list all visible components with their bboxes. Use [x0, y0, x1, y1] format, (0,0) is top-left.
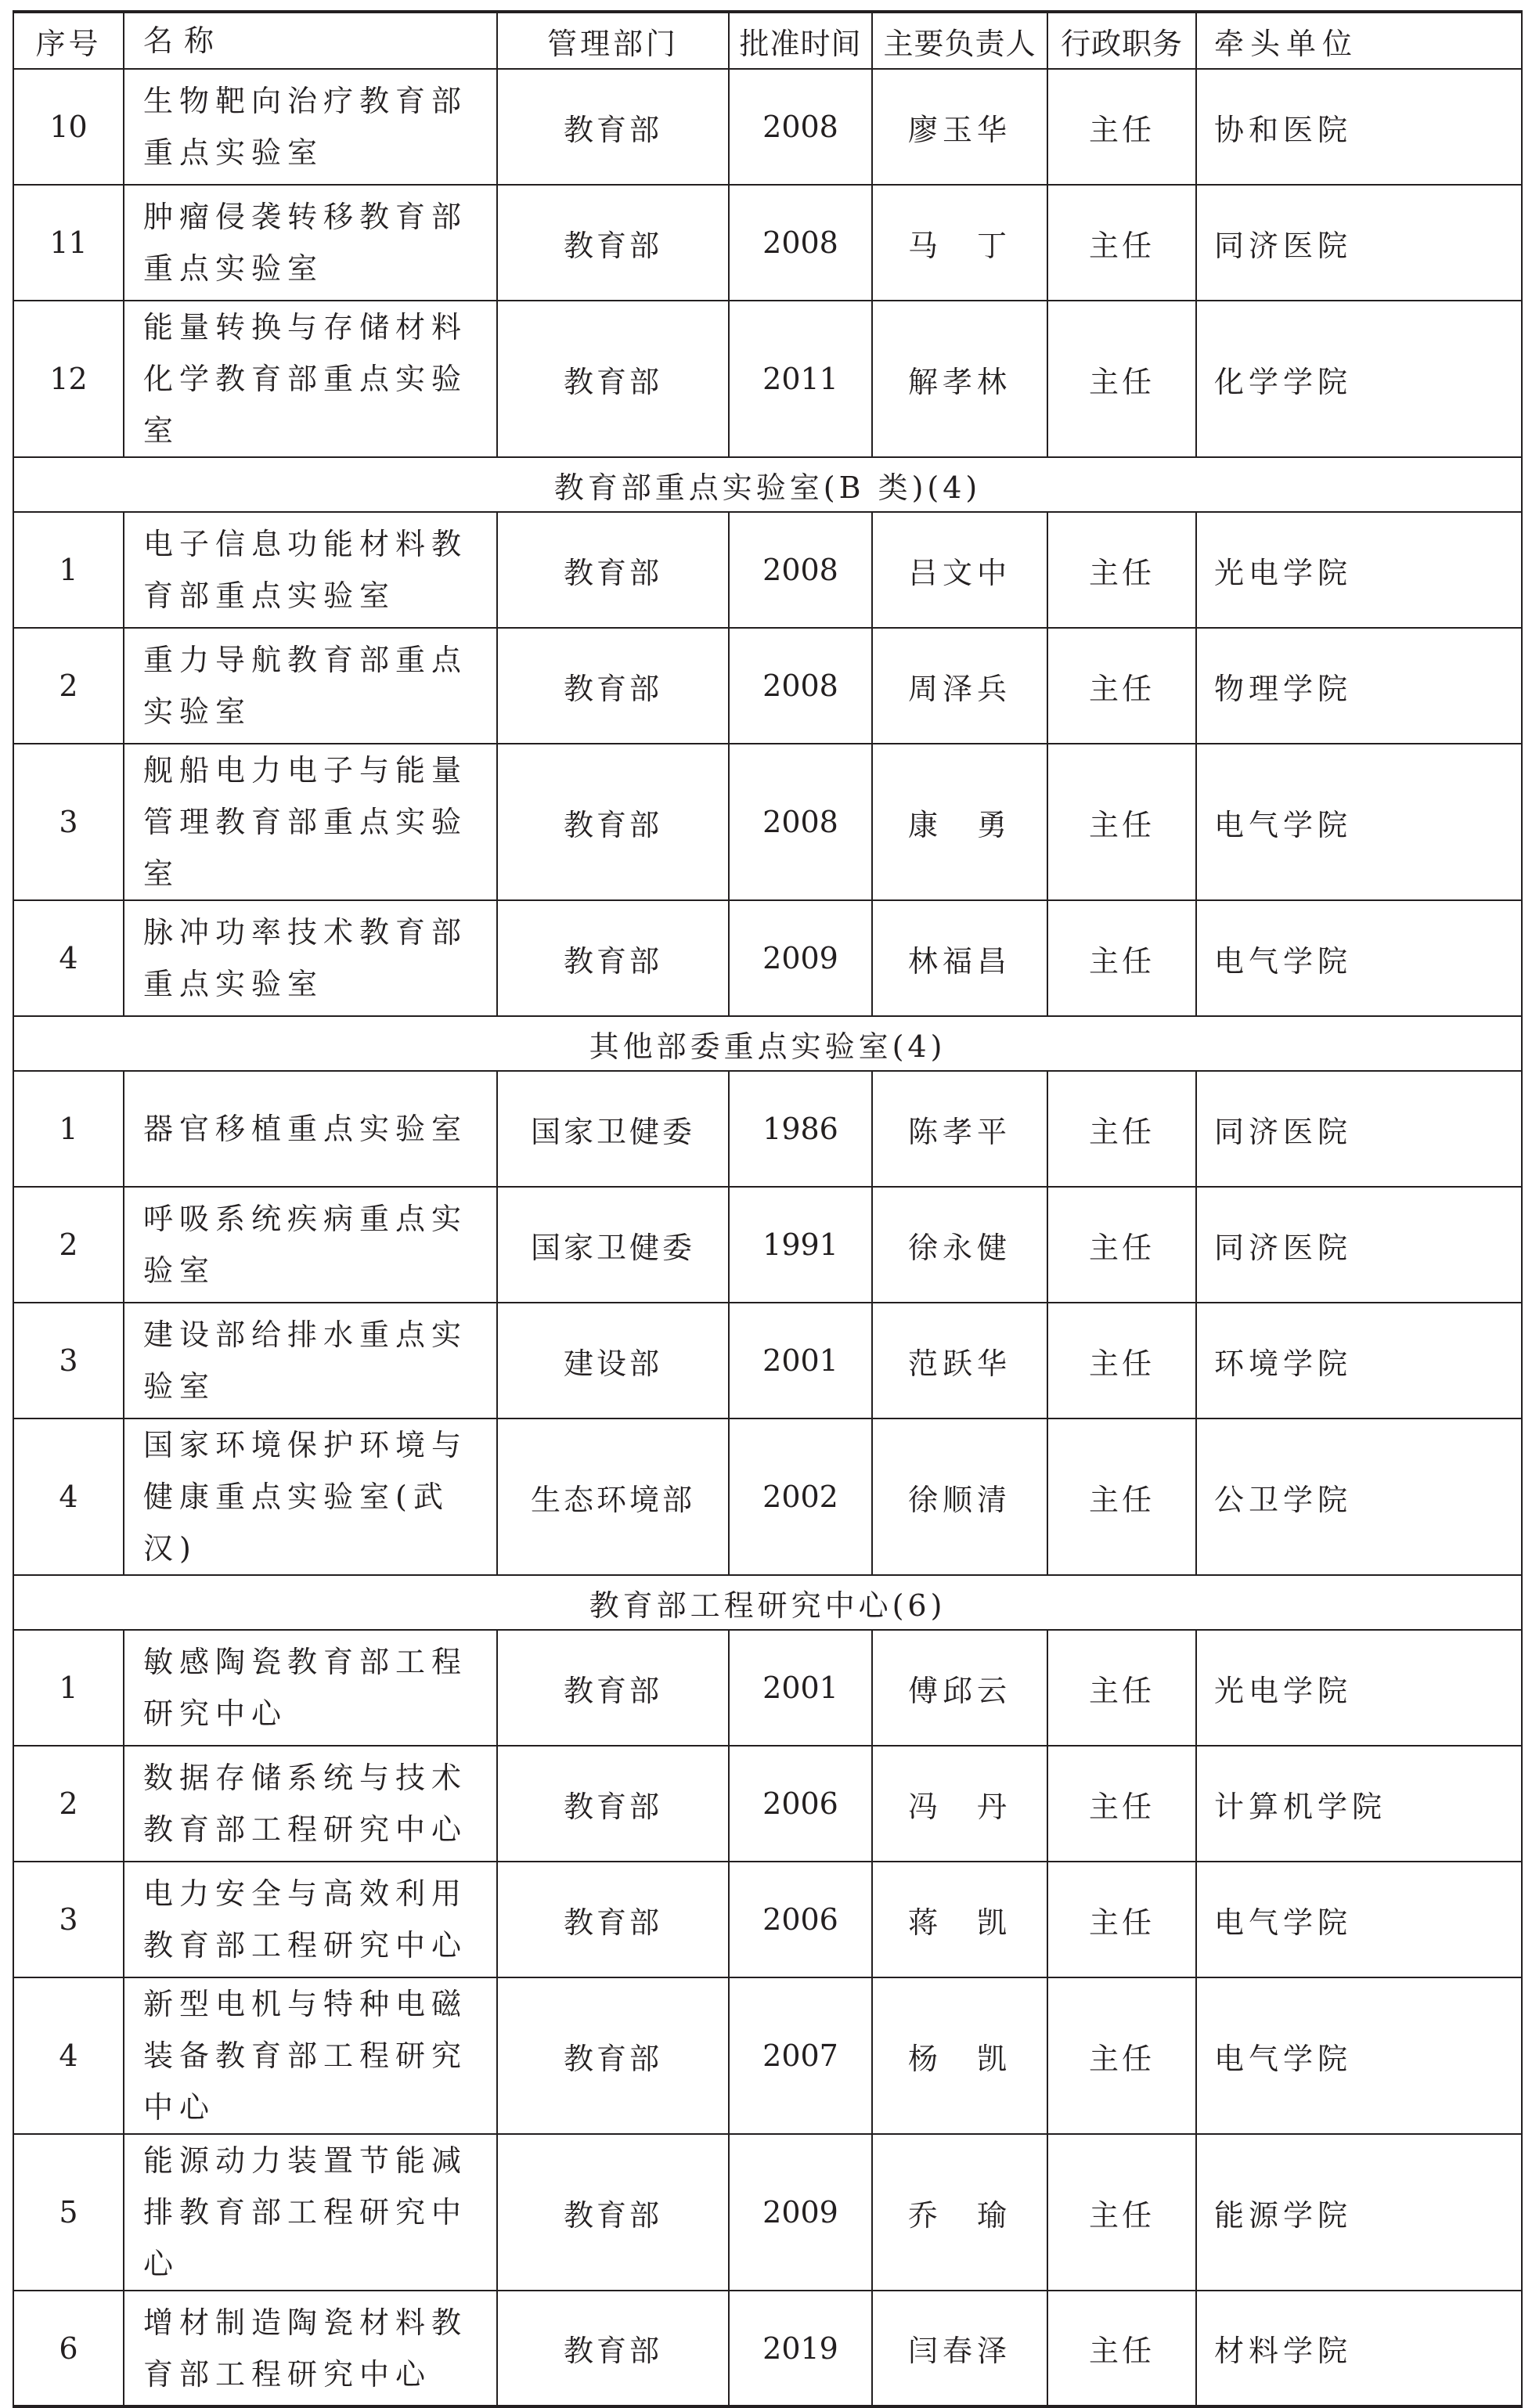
cell-person: 吕文中 [872, 512, 1047, 628]
cell-person: 蒋 凯 [872, 1862, 1047, 1977]
labs-table [13, 10, 1523, 2408]
section-title: 教育部工程研究中心(6) [13, 1575, 1522, 1630]
table-row [13, 628, 1522, 744]
cell-dept: 教育部 [497, 1862, 729, 1977]
cell-person: 徐永健 [872, 1187, 1047, 1303]
cell-no: 2 [13, 628, 124, 744]
cell-person: 杨 凯 [872, 1977, 1047, 2134]
cell-position: 主任 [1047, 1187, 1196, 1303]
cell-unit: 能源学院 [1196, 2134, 1522, 2291]
cell-name: 能量转换与存储材料化学教育部重点实验室 [124, 301, 497, 457]
cell-dept: 教育部 [497, 2291, 729, 2406]
header-person: 主要负责人 [872, 12, 1047, 69]
cell-dept: 教育部 [497, 2134, 729, 2291]
cell-name: 国家环境保护环境与健康重点实验室(武汉) [124, 1418, 497, 1575]
cell-year: 1986 [729, 1071, 872, 1187]
cell-name: 电力安全与高效利用教育部工程研究中心 [124, 1862, 497, 1977]
cell-position: 主任 [1047, 512, 1196, 628]
cell-person: 傅邱云 [872, 1630, 1047, 1746]
cell-dept: 教育部 [497, 185, 729, 301]
cell-person: 闫春泽 [872, 2291, 1047, 2406]
cell-name: 肿瘤侵袭转移教育部重点实验室 [124, 185, 497, 301]
cell-person: 廖玉华 [872, 69, 1047, 185]
cell-dept: 教育部 [497, 1746, 729, 1862]
cell-position: 主任 [1047, 1303, 1196, 1418]
cell-no: 4 [13, 1977, 124, 2134]
cell-position: 主任 [1047, 2134, 1196, 2291]
cell-dept: 国家卫健委 [497, 1187, 729, 1303]
cell-person: 陈孝平 [872, 1071, 1047, 1187]
cell-name: 增材制造陶瓷材料教育部工程研究中心 [124, 2291, 497, 2406]
cell-unit: 同济医院 [1196, 1187, 1522, 1303]
table-row [13, 2291, 1522, 2406]
table-row [13, 2134, 1522, 2291]
cell-no: 3 [13, 1303, 124, 1418]
table-row [13, 1862, 1522, 1977]
cell-position: 主任 [1047, 1746, 1196, 1862]
cell-no: 2 [13, 1746, 124, 1862]
cell-person: 徐顺清 [872, 1418, 1047, 1575]
cell-position: 主任 [1047, 1630, 1196, 1746]
cell-no: 1 [13, 512, 124, 628]
header-unit: 牵头单位 [1196, 12, 1522, 69]
cell-position: 主任 [1047, 1071, 1196, 1187]
cell-dept: 国家卫健委 [497, 1071, 729, 1187]
cell-name: 建设部给排水重点实验室 [124, 1303, 497, 1418]
section-header-row [13, 1575, 1522, 1630]
cell-year: 2002 [729, 1418, 872, 1575]
header-year: 批准时间 [729, 12, 872, 69]
header-row [13, 12, 1522, 69]
cell-no: 4 [13, 900, 124, 1016]
table-row [13, 185, 1522, 301]
cell-name: 能源动力装置节能减排教育部工程研究中心 [124, 2134, 497, 2291]
cell-position: 主任 [1047, 900, 1196, 1016]
cell-year: 2008 [729, 628, 872, 744]
cell-dept: 教育部 [497, 744, 729, 900]
cell-dept: 教育部 [497, 628, 729, 744]
cell-year: 2008 [729, 69, 872, 185]
cell-unit: 计算机学院 [1196, 1746, 1522, 1862]
cell-unit: 公卫学院 [1196, 1418, 1522, 1575]
section-title: 教育部重点实验室(B 类)(4) [13, 457, 1522, 512]
cell-year: 2008 [729, 185, 872, 301]
cell-no: 5 [13, 2134, 124, 2291]
cell-year: 2009 [729, 2134, 872, 2291]
cell-position: 主任 [1047, 1418, 1196, 1575]
cell-name: 器官移植重点实验室 [124, 1071, 497, 1187]
cell-unit: 同济医院 [1196, 1071, 1522, 1187]
cell-dept: 教育部 [497, 1630, 729, 1746]
cell-unit: 电气学院 [1196, 744, 1522, 900]
cell-dept: 建设部 [497, 1303, 729, 1418]
section-title: 其他部委重点实验室(4) [13, 1016, 1522, 1071]
cell-year: 1991 [729, 1187, 872, 1303]
header-dept: 管理部门 [497, 12, 729, 69]
cell-dept: 教育部 [497, 301, 729, 457]
cell-name: 敏感陶瓷教育部工程研究中心 [124, 1630, 497, 1746]
table-row [13, 1071, 1522, 1187]
cell-name: 重力导航教育部重点实验室 [124, 628, 497, 744]
table-row [13, 69, 1522, 185]
cell-person: 范跃华 [872, 1303, 1047, 1418]
cell-year: 2009 [729, 900, 872, 1016]
cell-no: 3 [13, 1862, 124, 1977]
cell-no: 6 [13, 2291, 124, 2406]
cell-no: 12 [13, 301, 124, 457]
cell-position: 主任 [1047, 185, 1196, 301]
cell-position: 主任 [1047, 69, 1196, 185]
cell-name: 舰船电力电子与能量管理教育部重点实验室 [124, 744, 497, 900]
cell-name: 生物靶向治疗教育部重点实验室 [124, 69, 497, 185]
cell-unit: 同济医院 [1196, 185, 1522, 301]
cell-no: 11 [13, 185, 124, 301]
table-row [13, 1303, 1522, 1418]
cell-dept: 教育部 [497, 1977, 729, 2134]
table-row [13, 1977, 1522, 2134]
cell-name: 脉冲功率技术教育部重点实验室 [124, 900, 497, 1016]
cell-position: 主任 [1047, 1977, 1196, 2134]
cell-position: 主任 [1047, 628, 1196, 744]
cell-year: 2006 [729, 1862, 872, 1977]
cell-year: 2001 [729, 1630, 872, 1746]
cell-dept: 教育部 [497, 512, 729, 628]
cell-person: 林福昌 [872, 900, 1047, 1016]
cell-no: 1 [13, 1071, 124, 1187]
table-row [13, 512, 1522, 628]
cell-year: 2006 [729, 1746, 872, 1862]
cell-position: 主任 [1047, 301, 1196, 457]
cell-dept: 教育部 [497, 69, 729, 185]
cell-unit: 光电学院 [1196, 1630, 1522, 1746]
cell-dept: 生态环境部 [497, 1418, 729, 1575]
cell-person: 周泽兵 [872, 628, 1047, 744]
table-row [13, 1630, 1522, 1746]
cell-unit: 协和医院 [1196, 69, 1522, 185]
cell-unit: 化学学院 [1196, 301, 1522, 457]
cell-name: 电子信息功能材料教育部重点实验室 [124, 512, 497, 628]
cell-person: 康 勇 [872, 744, 1047, 900]
header-position: 行政职务 [1047, 12, 1196, 69]
table-row [13, 1746, 1522, 1862]
cell-person: 解孝林 [872, 301, 1047, 457]
cell-year: 2019 [729, 2291, 872, 2406]
cell-position: 主任 [1047, 1862, 1196, 1977]
cell-position: 主任 [1047, 744, 1196, 900]
table-row [13, 744, 1522, 900]
cell-name: 数据存储系统与技术教育部工程研究中心 [124, 1746, 497, 1862]
table-row [13, 1187, 1522, 1303]
cell-no: 4 [13, 1418, 124, 1575]
cell-person: 乔 瑜 [872, 2134, 1047, 2291]
cell-year: 2008 [729, 744, 872, 900]
cell-name: 新型电机与特种电磁装备教育部工程研究中心 [124, 1977, 497, 2134]
cell-no: 3 [13, 744, 124, 900]
cell-person: 冯 丹 [872, 1746, 1047, 1862]
table-row [13, 1418, 1522, 1575]
cell-unit: 电气学院 [1196, 1977, 1522, 2134]
cell-unit: 物理学院 [1196, 628, 1522, 744]
section-header-row [13, 457, 1522, 512]
cell-no: 2 [13, 1187, 124, 1303]
cell-unit: 材料学院 [1196, 2291, 1522, 2406]
cell-unit: 光电学院 [1196, 512, 1522, 628]
cell-position: 主任 [1047, 2291, 1196, 2406]
cell-unit: 电气学院 [1196, 1862, 1522, 1977]
cell-unit: 电气学院 [1196, 900, 1522, 1016]
cell-year: 2001 [729, 1303, 872, 1418]
cell-unit: 环境学院 [1196, 1303, 1522, 1418]
section-header-row [13, 1016, 1522, 1071]
cell-dept: 教育部 [497, 900, 729, 1016]
cell-year: 2011 [729, 301, 872, 457]
cell-no: 1 [13, 1630, 124, 1746]
cell-person: 马 丁 [872, 185, 1047, 301]
cell-year: 2008 [729, 512, 872, 628]
header-no: 序号 [13, 12, 124, 69]
cell-name: 呼吸系统疾病重点实验室 [124, 1187, 497, 1303]
header-name: 名称 [124, 12, 497, 69]
cell-no: 10 [13, 69, 124, 185]
table-row [13, 301, 1522, 457]
cell-year: 2007 [729, 1977, 872, 2134]
table-row [13, 900, 1522, 1016]
